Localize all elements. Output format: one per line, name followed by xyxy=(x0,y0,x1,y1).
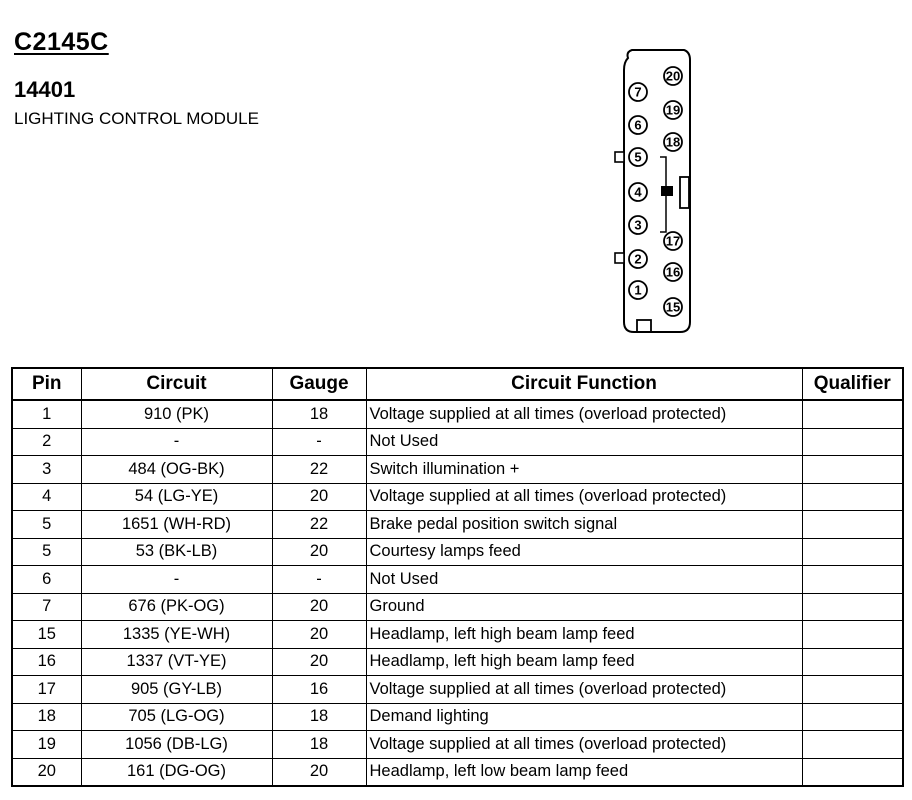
table-row xyxy=(12,676,903,704)
connector-pin xyxy=(664,133,682,151)
cell-circuit: 1335 (YE-WH) xyxy=(81,621,272,649)
pin-number-label: 16 xyxy=(665,264,681,280)
connector-pin xyxy=(629,83,647,101)
table-row xyxy=(12,483,903,511)
table-row xyxy=(12,621,903,649)
cell-circuit: - xyxy=(81,566,272,594)
pin-number-label: 1 xyxy=(634,282,642,298)
cell-gauge: 18 xyxy=(272,703,366,731)
pin-number-label: 4 xyxy=(634,184,642,200)
table-row xyxy=(12,648,903,676)
column-header-qualifier: Qualifier xyxy=(802,368,903,400)
cell-circuit-function: Not Used xyxy=(366,566,802,594)
cell-circuit: 1056 (DB-LG) xyxy=(81,731,272,759)
connector-latch xyxy=(680,177,689,208)
cell-circuit-function: Demand lighting xyxy=(366,703,802,731)
cell-qualifier xyxy=(802,428,903,456)
cell-gauge: 20 xyxy=(272,621,366,649)
cell-qualifier xyxy=(802,621,903,649)
cell-circuit: 484 (OG-BK) xyxy=(81,456,272,484)
cell-circuit-function: Brake pedal position switch signal xyxy=(366,511,802,539)
cell-pin: 5 xyxy=(12,538,81,566)
pin-number-label: 19 xyxy=(665,102,681,118)
table-row xyxy=(12,593,903,621)
pin-number-label: 17 xyxy=(665,233,681,249)
cell-circuit-function: Switch illumination + xyxy=(366,456,802,484)
pin-number-label: 2 xyxy=(634,251,642,267)
latch-tab xyxy=(661,186,673,196)
cell-gauge: 20 xyxy=(272,758,366,786)
cell-gauge: 16 xyxy=(272,676,366,704)
cell-pin: 3 xyxy=(12,456,81,484)
column-header-gauge: Gauge xyxy=(272,368,366,400)
cell-pin: 17 xyxy=(12,676,81,704)
cell-pin: 1 xyxy=(12,400,81,428)
connector-pin xyxy=(629,148,647,166)
column-header-circuit-function: Circuit Function xyxy=(366,368,802,400)
connector-pin xyxy=(664,67,682,85)
cell-pin: 16 xyxy=(12,648,81,676)
connector-pin xyxy=(629,250,647,268)
cell-qualifier xyxy=(802,703,903,731)
table-row xyxy=(12,538,903,566)
cell-qualifier xyxy=(802,456,903,484)
pin-number-label: 5 xyxy=(634,149,642,165)
connector-pin xyxy=(629,281,647,299)
cell-gauge: 22 xyxy=(272,456,366,484)
cell-pin: 18 xyxy=(12,703,81,731)
cell-qualifier xyxy=(802,648,903,676)
cell-pin: 5 xyxy=(12,511,81,539)
cell-gauge: 20 xyxy=(272,483,366,511)
table-row xyxy=(12,731,903,759)
cell-circuit: 676 (PK-OG) xyxy=(81,593,272,621)
cell-circuit-function: Ground xyxy=(366,593,802,621)
cell-pin: 15 xyxy=(12,621,81,649)
cell-circuit-function: Voltage supplied at all times (overload protected) xyxy=(366,676,802,704)
cell-qualifier xyxy=(802,676,903,704)
cell-circuit-function: Courtesy lamps feed xyxy=(366,538,802,566)
cell-circuit: 53 (BK-LB) xyxy=(81,538,272,566)
cell-pin: 6 xyxy=(12,566,81,594)
table-row xyxy=(12,703,903,731)
cell-qualifier xyxy=(802,731,903,759)
cell-gauge: 20 xyxy=(272,593,366,621)
connector-face-diagram xyxy=(600,44,710,340)
cell-qualifier xyxy=(802,566,903,594)
cell-circuit-function: Voltage supplied at all times (overload protected) xyxy=(366,483,802,511)
cell-pin: 20 xyxy=(12,758,81,786)
cell-circuit-function: Headlamp, left high beam lamp feed xyxy=(366,621,802,649)
table-row xyxy=(12,758,903,786)
connector-pin xyxy=(629,116,647,134)
pin-number-label: 15 xyxy=(665,299,681,315)
cell-gauge: - xyxy=(272,428,366,456)
cell-qualifier xyxy=(802,593,903,621)
connector-pin xyxy=(629,216,647,234)
cell-gauge: 18 xyxy=(272,731,366,759)
cell-gauge: 20 xyxy=(272,648,366,676)
connector-notch xyxy=(637,320,651,332)
pinout-table xyxy=(11,367,904,787)
cell-circuit: 705 (LG-OG) xyxy=(81,703,272,731)
connector-pin xyxy=(664,298,682,316)
connector-pin xyxy=(664,232,682,250)
part-number: 14401 xyxy=(14,77,76,102)
connector-key-upper xyxy=(615,152,624,162)
cell-circuit-function: Not Used xyxy=(366,428,802,456)
cell-qualifier xyxy=(802,538,903,566)
pin-number-label: 20 xyxy=(665,68,681,84)
pin-number-label: 3 xyxy=(634,217,642,233)
connector-pin xyxy=(629,183,647,201)
connector-id: C2145C xyxy=(14,28,109,56)
cell-circuit-function: Headlamp, left low beam lamp feed xyxy=(366,758,802,786)
cell-gauge: 22 xyxy=(272,511,366,539)
table-row xyxy=(12,428,903,456)
cell-pin: 7 xyxy=(12,593,81,621)
cell-circuit: 1337 (VT-YE) xyxy=(81,648,272,676)
cell-gauge: 20 xyxy=(272,538,366,566)
cell-pin: 2 xyxy=(12,428,81,456)
cell-circuit-function: Voltage supplied at all times (overload protected) xyxy=(366,400,802,428)
table-row xyxy=(12,511,903,539)
cell-circuit-function: Voltage supplied at all times (overload protected) xyxy=(366,731,802,759)
module-name: LIGHTING CONTROL MODULE xyxy=(14,109,259,128)
cell-circuit: 910 (PK) xyxy=(81,400,272,428)
pin-number-label: 7 xyxy=(634,84,642,100)
connector-pin xyxy=(664,263,682,281)
cell-qualifier xyxy=(802,511,903,539)
table-row xyxy=(12,400,903,428)
column-header-circuit: Circuit xyxy=(81,368,272,400)
cell-gauge: - xyxy=(272,566,366,594)
cell-qualifier xyxy=(802,758,903,786)
table-header-row xyxy=(12,368,903,400)
cell-circuit: 905 (GY-LB) xyxy=(81,676,272,704)
cell-circuit: 161 (DG-OG) xyxy=(81,758,272,786)
cell-circuit: 1651 (WH-RD) xyxy=(81,511,272,539)
table-row xyxy=(12,456,903,484)
pin-number-label: 6 xyxy=(634,117,642,133)
cell-gauge: 18 xyxy=(272,400,366,428)
connector-key-lower xyxy=(615,253,624,263)
cell-pin: 19 xyxy=(12,731,81,759)
cell-qualifier xyxy=(802,400,903,428)
connector-pin xyxy=(664,101,682,119)
pin-number-label: 18 xyxy=(665,134,681,150)
cell-pin: 4 xyxy=(12,483,81,511)
table-row xyxy=(12,566,903,594)
cell-circuit-function: Headlamp, left high beam lamp feed xyxy=(366,648,802,676)
column-header-pin: Pin xyxy=(12,368,81,400)
cell-circuit: 54 (LG-YE) xyxy=(81,483,272,511)
cell-qualifier xyxy=(802,483,903,511)
cell-circuit: - xyxy=(81,428,272,456)
